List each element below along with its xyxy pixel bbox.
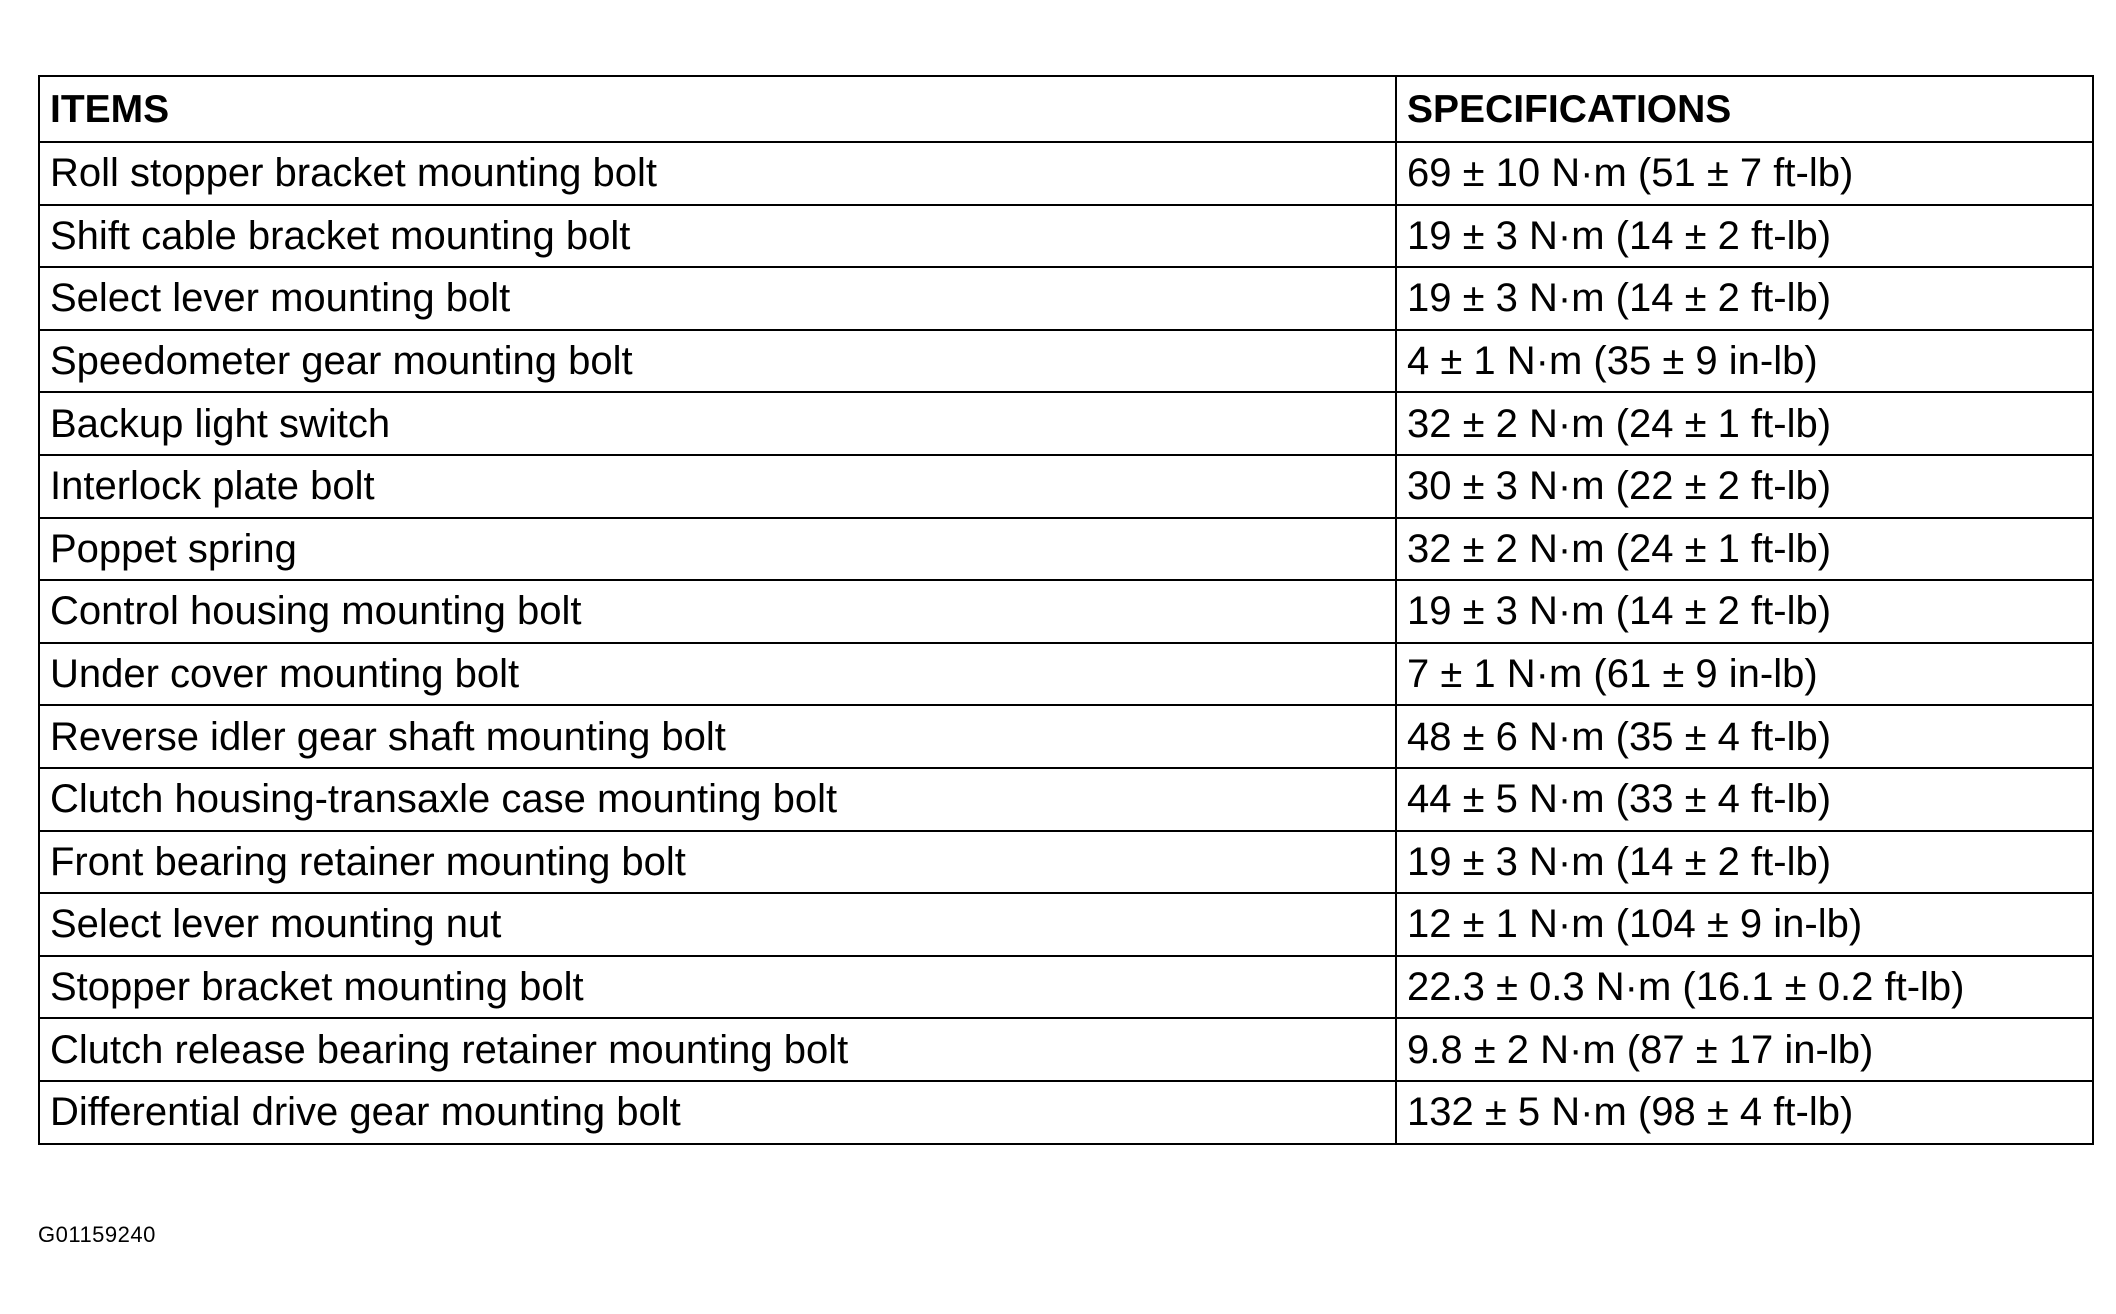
table-row: [39, 330, 2093, 393]
table-row: [39, 455, 2093, 518]
table-row: [39, 893, 2093, 956]
spec-cell: 12 ± 1 N·m (104 ± 9 in-lb): [1396, 893, 2093, 956]
item-cell: Stopper bracket mounting bolt: [39, 956, 1396, 1019]
table-row: [39, 392, 2093, 455]
item-cell: Control housing mounting bolt: [39, 580, 1396, 643]
column-header-specifications: SPECIFICATIONS: [1396, 76, 2093, 142]
item-cell: Differential drive gear mounting bolt: [39, 1081, 1396, 1144]
item-cell: Clutch housing-transaxle case mounting bolt: [39, 768, 1396, 831]
spec-cell: 4 ± 1 N·m (35 ± 9 in-lb): [1396, 330, 2093, 393]
table-row: [39, 1018, 2093, 1081]
spec-cell: 19 ± 3 N·m (14 ± 2 ft-lb): [1396, 267, 2093, 330]
table-row: [39, 768, 2093, 831]
table-row: [39, 205, 2093, 268]
table-row: [39, 705, 2093, 768]
table-row: [39, 580, 2093, 643]
item-cell: Roll stopper bracket mounting bolt: [39, 142, 1396, 205]
spec-cell: 30 ± 3 N·m (22 ± 2 ft-lb): [1396, 455, 2093, 518]
table-row: [39, 831, 2093, 894]
item-cell: Backup light switch: [39, 392, 1396, 455]
spec-cell: 7 ± 1 N·m (61 ± 9 in-lb): [1396, 643, 2093, 706]
spec-cell: 69 ± 10 N·m (51 ± 7 ft-lb): [1396, 142, 2093, 205]
table-row: [39, 142, 2093, 205]
item-cell: Reverse idler gear shaft mounting bolt: [39, 705, 1396, 768]
table-row: [39, 518, 2093, 581]
item-cell: Shift cable bracket mounting bolt: [39, 205, 1396, 268]
spec-cell: 19 ± 3 N·m (14 ± 2 ft-lb): [1396, 205, 2093, 268]
spec-cell: 32 ± 2 N·m (24 ± 1 ft-lb): [1396, 392, 2093, 455]
table-row: [39, 267, 2093, 330]
column-header-items: ITEMS: [39, 76, 1396, 142]
spec-cell: 22.3 ± 0.3 N·m (16.1 ± 0.2 ft-lb): [1396, 956, 2093, 1019]
table-row: [39, 956, 2093, 1019]
item-cell: Under cover mounting bolt: [39, 643, 1396, 706]
item-cell: Select lever mounting nut: [39, 893, 1396, 956]
item-cell: Interlock plate bolt: [39, 455, 1396, 518]
table-header-row: [39, 76, 2093, 142]
torque-spec-table: [38, 75, 2094, 1145]
item-cell: Front bearing retainer mounting bolt: [39, 831, 1396, 894]
spec-cell: 9.8 ± 2 N·m (87 ± 17 in-lb): [1396, 1018, 2093, 1081]
spec-cell: 32 ± 2 N·m (24 ± 1 ft-lb): [1396, 518, 2093, 581]
item-cell: Clutch release bearing retainer mounting bolt: [39, 1018, 1396, 1081]
item-cell: Poppet spring: [39, 518, 1396, 581]
item-cell: Speedometer gear mounting bolt: [39, 330, 1396, 393]
table-row: [39, 643, 2093, 706]
table-row: [39, 1081, 2093, 1144]
spec-cell: 19 ± 3 N·m (14 ± 2 ft-lb): [1396, 580, 2093, 643]
item-cell: Select lever mounting bolt: [39, 267, 1396, 330]
spec-cell: 19 ± 3 N·m (14 ± 2 ft-lb): [1396, 831, 2093, 894]
figure-id-label: G01159240: [38, 1222, 156, 1247]
spec-cell: 132 ± 5 N·m (98 ± 4 ft-lb): [1396, 1081, 2093, 1144]
spec-cell: 48 ± 6 N·m (35 ± 4 ft-lb): [1396, 705, 2093, 768]
spec-cell: 44 ± 5 N·m (33 ± 4 ft-lb): [1396, 768, 2093, 831]
